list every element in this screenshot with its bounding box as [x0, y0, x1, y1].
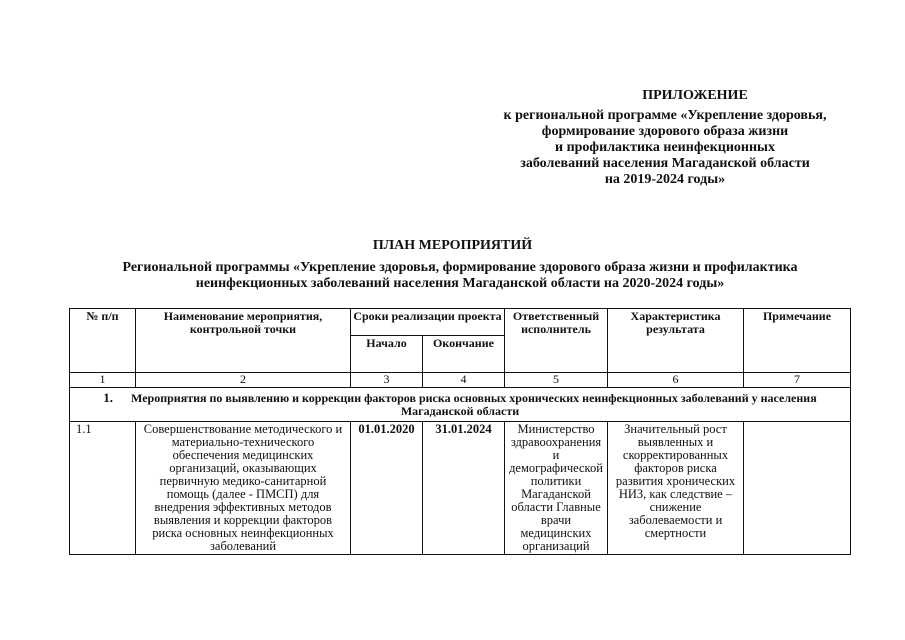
header-note: Примечание [744, 309, 851, 373]
column-number: 6 [608, 373, 744, 388]
header-terms: Сроки реализации проекта [351, 309, 505, 336]
column-number: 7 [744, 373, 851, 388]
appendix-line: к региональной программе «Укрепление здоровья, [503, 108, 827, 123]
column-number-row [70, 373, 851, 388]
appendix-line: формирование здорового образа жизни [541, 124, 789, 139]
section-row [70, 388, 851, 422]
column-number: 4 [423, 373, 505, 388]
header-name: Наименование мероприятия, контрольной точки [136, 309, 351, 373]
row-end: 31.01.2024 [423, 422, 505, 555]
appendix-line: заболеваний населения Магаданской области [520, 156, 810, 171]
appendix-heading: ПРИЛОЖЕНИЕ [642, 88, 748, 103]
column-number: 3 [351, 373, 423, 388]
plan-title: ПЛАН МЕРОПРИЯТИЙ [372, 238, 533, 253]
column-number: 1 [70, 373, 136, 388]
column-number: 5 [505, 373, 608, 388]
section-number: 1. [103, 390, 114, 405]
appendix-line: на 2019-2024 годы» [604, 172, 726, 187]
row-name: Совершенствование методического и материально-технического обеспечения медицинских организаций, оказывающих первичную медико-санитарной помощь (далее - ПМСП) для внедрения эффективных методов выявления и коррекции факторов риска основных неинфекционных заболеваний [136, 422, 351, 555]
row-note [744, 422, 851, 555]
plan-subtitle-line: Региональной программы «Укрепление здоровья, формирование здорового образа жизни и профилактика [122, 260, 798, 275]
events-table [69, 308, 851, 555]
header-num: № п/п [70, 309, 136, 373]
section-cell [70, 388, 851, 422]
row-result: Значительный рост выявленных и скорректированных факторов риска развития хронических НИЗ, как следствие – снижение заболеваемости и смертности [608, 422, 744, 555]
appendix-block [440, 88, 890, 188]
row-start: 01.01.2020 [351, 422, 423, 555]
section-text: Мероприятия по выявлению и коррекции факторов риска основных хронических неинфекционных заболеваний у населения Магаданской области [131, 391, 817, 418]
column-number: 2 [136, 373, 351, 388]
row-num: 1.1 [70, 422, 136, 555]
plan-subtitle-line: неинфекционных заболеваний населения Магаданской области на 2020-2024 годы» [195, 276, 725, 291]
plan-subtitle [60, 260, 860, 292]
row-executor: Министерство здравоохранения и демографической политики Магаданской области Главные врачи медицинских организаций [505, 422, 608, 555]
header-end: Окончание [423, 336, 505, 373]
table-row [70, 422, 851, 555]
header-start: Начало [351, 336, 423, 373]
header-row [70, 309, 851, 336]
appendix-line: и профилактика неинфекционных [555, 140, 775, 155]
header-result: Характеристика результата [608, 309, 744, 373]
header-executor: Ответственный исполнитель [505, 309, 608, 373]
